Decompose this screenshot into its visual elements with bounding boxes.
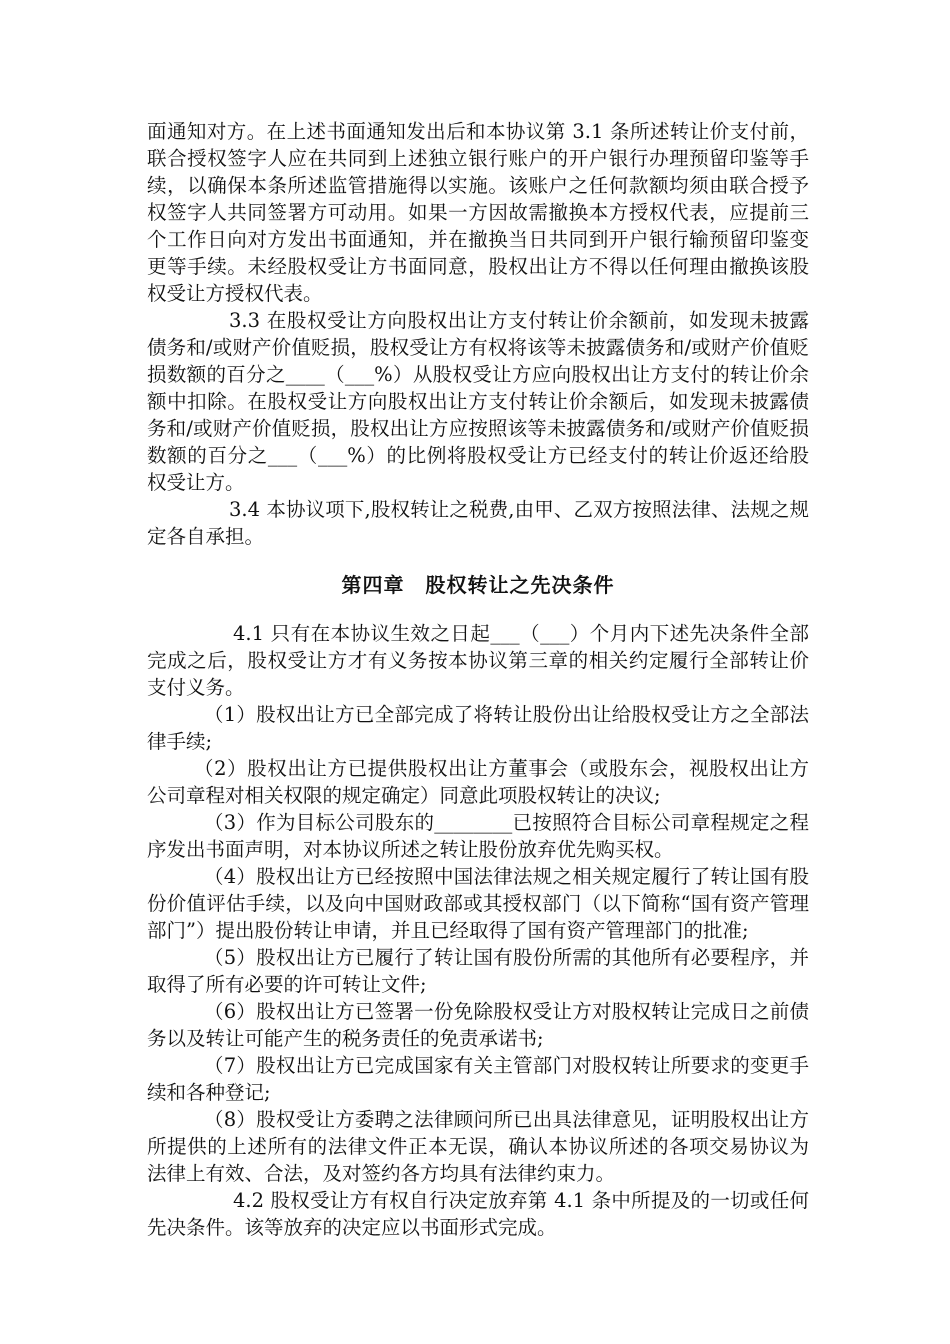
- condition-item-3: （3）作为目标公司股东的________已按照符合目标公司章程规定之程序发出书面声明，对本协议所述之转让股份放弃优先购买权。: [147, 811, 809, 861]
- condition-item-5: （5）股权出让方已履行了转让国有股份所需的其他所有必要程序，并取得了所有必要的许可转让文件;: [147, 946, 809, 996]
- condition-item-8: （8）股权受让方委聘之法律顾问所已出具法律意见，证明股权出让方所提供的上述所有的法律文件正本无误，确认本协议所述的各项交易协议为法律上有效、合法，及对签约各方均具有法律约束力。: [147, 1108, 809, 1185]
- clause-4-1: 4.1 只有在本协议生效之日起___（___）个月内下述先决条件全部完成之后，股权受让方才有义务按本协议第三章的相关约定履行全部转让价支付义务。: [147, 622, 809, 699]
- condition-item-7: （7）股权出让方已完成国家有关主管部门对股权转让所要求的变更手续和各种登记;: [147, 1054, 809, 1104]
- clause-3-3: 3.3 在股权受让方向股权出让方支付转让价余额前，如发现未披露债务和/或财产价值贬损，股权受让方有权将该等未披露债务和/或财产价值贬损数额的百分之____（___%）从股权受让方应向股权出让方支付的转让价余额中扣除。在股权受让方向股权出让方支付转让价余额后，如发现未披露债务和/或财产价值贬损，股权出让方应按照该等未披露债务和/或财产价值贬损数额的百分之___（___%）的比例将股权受让方已经支付的转让价返还给股权受让方。: [147, 309, 809, 494]
- clause-4-2: 4.2 股权受让方有权自行决定放弃第 4.1 条中所提及的一切或任何先决条件。该等放弃的决定应以书面形式完成。: [147, 1189, 809, 1239]
- document-body: [147, 118, 809, 1241]
- paragraph-continuation: 面通知对方。在上述书面通知发出后和本协议第 3.1 条所述转让价支付前，联合授权签字人应在共同到上述独立银行账户的开户银行办理预留印鉴等手续，以确保本条所述监管措施得以实施。该账户之任何款额均须由联合授予权签字人共同签署方可动用。如果一方因故需撤换本方授权代表，应提前三个工作日向对方发出书面通知，并在撤换当日共同到开户银行输预留印鉴变更等手续。未经股权受让方书面同意，股权出让方不得以任何理由撤换该股权受让方授权代表。: [147, 120, 809, 305]
- condition-item-1: （1）股权出让方已全部完成了将转让股份出让给股权受让方之全部法律手续;: [147, 703, 809, 753]
- clause-3-4: 3.4 本协议项下,股权转让之税费,由甲、乙双方按照法律、法规之规定各自承担。: [147, 498, 809, 548]
- condition-item-4: （4）股权出让方已经按照中国法律法规之相关规定履行了转让国有股份价值评估手续，以及向中国财政部或其授权部门（以下简称“国有资产管理部门”）提出股份转让申请，并且已经取得了国有资产管理部门的批准;: [147, 865, 809, 942]
- chapter-four-title: 第四章 股权转让之先决条件: [341, 573, 615, 597]
- condition-item-2: （2）股权出让方已提供股权出让方董事会（或股东会，视股权出让方公司章程对相关权限的规定确定）同意此项股权转让的决议;: [147, 757, 809, 807]
- condition-item-6: （6）股权出让方已签署一份免除股权受让方对股权转让完成日之前债务以及转让可能产生的税务责任的免责承诺书;: [147, 1000, 809, 1050]
